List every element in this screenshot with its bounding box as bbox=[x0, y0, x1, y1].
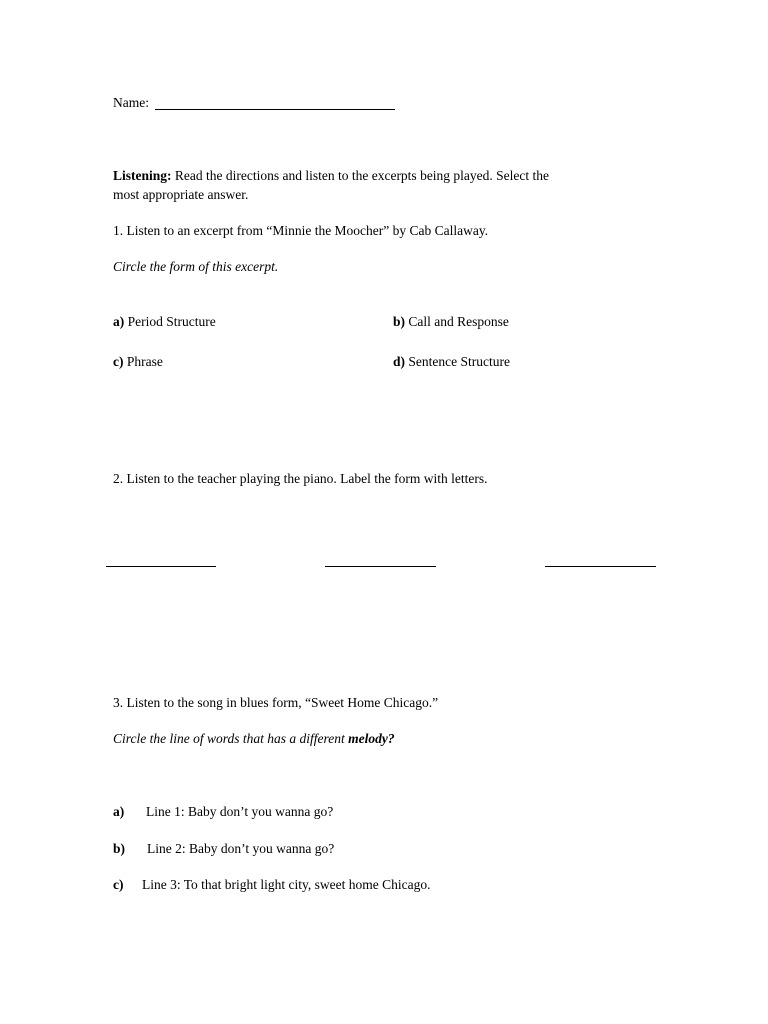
intro-line-2: most appropriate answer. bbox=[113, 187, 249, 202]
name-blank-line[interactable] bbox=[155, 109, 395, 110]
q3-prompt: 3. Listen to the song in blues form, “Sweet Home Chicago.” bbox=[113, 695, 439, 710]
option-letter: d) bbox=[393, 354, 406, 369]
option-text: Phrase bbox=[126, 354, 163, 369]
q3-instruction-text: Circle the line of words that has a different bbox=[113, 731, 349, 746]
option-letter: a) bbox=[113, 804, 125, 819]
q3-option-a-text[interactable]: Line 1: Baby don’t you wanna go? bbox=[146, 804, 334, 819]
section-heading: Listening: bbox=[113, 168, 172, 183]
q3-option-c[interactable] bbox=[113, 877, 124, 893]
q3-option-b-text[interactable]: Line 2: Baby don’t you wanna go? bbox=[147, 841, 335, 856]
q1-option-d[interactable] bbox=[393, 354, 510, 370]
option-text: Period Structure bbox=[127, 314, 216, 329]
q2-answer-blank-3[interactable] bbox=[545, 566, 656, 567]
q3-instruction-emphasis: melody? bbox=[348, 731, 395, 746]
q3-option-a[interactable] bbox=[113, 804, 124, 820]
q3-option-b[interactable] bbox=[113, 841, 125, 857]
option-letter: a) bbox=[113, 314, 125, 329]
q1-option-b[interactable] bbox=[393, 314, 509, 330]
q3-option-c-text[interactable]: Line 3: To that bright light city, sweet home Chicago. bbox=[142, 877, 431, 892]
option-letter: b) bbox=[393, 314, 406, 329]
option-text: Sentence Structure bbox=[408, 354, 510, 369]
option-letter: b) bbox=[113, 841, 126, 856]
q1-instruction: Circle the form of this excerpt. bbox=[113, 259, 279, 274]
intro-line-1 bbox=[113, 168, 549, 184]
q2-prompt: 2. Listen to the teacher playing the piano. Label the form with letters. bbox=[113, 471, 488, 486]
option-letter: c) bbox=[113, 354, 124, 369]
intro-directions: Read the directions and listen to the excerpts being played. Select the bbox=[174, 168, 550, 183]
name-label: Name: bbox=[113, 95, 149, 110]
q1-option-c[interactable] bbox=[113, 354, 163, 370]
q2-answer-blank-2[interactable] bbox=[325, 566, 436, 567]
q2-answer-blank-1[interactable] bbox=[106, 566, 216, 567]
q1-prompt: 1. Listen to an excerpt from “Minnie the Moocher” by Cab Callaway. bbox=[113, 223, 489, 238]
q1-option-a[interactable] bbox=[113, 314, 216, 330]
option-letter: c) bbox=[113, 877, 124, 892]
option-text: Call and Response bbox=[408, 314, 509, 329]
q3-instruction bbox=[113, 731, 395, 747]
